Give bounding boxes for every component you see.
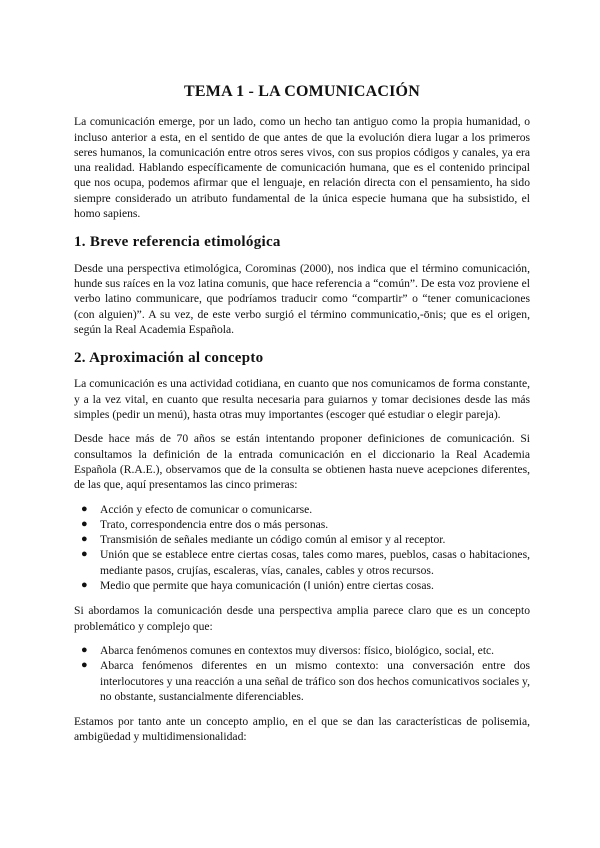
bullet-icon: ● bbox=[81, 502, 88, 515]
list-item-text: Medio que permite que haya comunicación (‖ unión) entre ciertas cosas. bbox=[100, 579, 434, 593]
section-1-heading: 1. Breve referencia etimológica bbox=[74, 234, 281, 251]
bullet-icon: ● bbox=[81, 548, 88, 561]
list-item-text: Transmisión de señales mediante un código común al emisor y al receptor. bbox=[100, 533, 446, 547]
section-2-paragraph-3: Si abordamos la comunicación desde una perspectiva amplia parece claro que es un concepto problemático y complejo que: bbox=[74, 604, 530, 633]
section-1-paragraph: Desde una perspectiva etimológica, Corominas (2000), nos indica que el término comunicación, hunde sus raíces en la voz latina comunis, que hace referencia a “común”. De esta voz proviene el verbo latino communicare, que podríamos traducir como “compartir” o “tener comunicaciones (con alguien)”. A su vez, de este verbo surgió el término communicatio,-ōnis; que es el origen, según la Real Academia Española. bbox=[74, 261, 530, 336]
list-item bbox=[81, 502, 530, 517]
list-item-text: Abarca fenómenos comunes en contextos muy diversos: físico, biológico, social, etc. bbox=[100, 643, 495, 657]
intro-paragraph: La comunicación emerge, por un lado, como un hecho tan antiguo como la propia humanidad, o incluso anterior a esta, en el sentido de que antes de que la evolución diera lugar a los primeros seres humanos, la comunicación entre otros seres vivos, con sus propios códigos y canales, ya era una realidad. Hablando específicamente de comunicación humana, que es el contenido principal que nos ocupa, podemos afirmar que el lenguaje, en relación directa con el pensamiento, ha sido siempre considerado un atributo fundamental de la única especie humana que ha subsistido, el homo sapiens. bbox=[74, 115, 530, 221]
section-2-paragraph-4: Estamos por tanto ante un concepto amplio, en el que se dan las características de polisemia, ambigüedad y multidimensionalidad: bbox=[74, 715, 530, 744]
list-item-text: Abarca fenómenos diferentes en un mismo contexto: una conversación entre dos interlocutores y una reacción a una señal de tráfico son dos hechos comunicativos sociales y, no obstante, sustancialmente diferenciables. bbox=[100, 659, 530, 703]
phenomena-list bbox=[74, 643, 530, 704]
bullet-icon: ● bbox=[81, 643, 88, 656]
bullet-icon: ● bbox=[81, 517, 88, 530]
section-2-paragraph-2: Desde hace más de 70 años se están intentando proponer definiciones de comunicación. Si consultamos la definición de la entrada comunicación en el diccionario la Real Academia Española (R.A.E.), observamos que de la consulta se obtienen hasta nueve acepciones diferentes, de las que, aquí presentamos las cinco primeras: bbox=[74, 432, 530, 492]
section-2-heading: 2. Aproximación al concepto bbox=[74, 350, 264, 367]
list-item bbox=[81, 578, 530, 593]
list-item bbox=[81, 532, 530, 547]
bullet-icon: ● bbox=[81, 659, 88, 672]
document-page bbox=[74, 84, 530, 754]
list-item-text: Acción y efecto de comunicar o comunicarse. bbox=[100, 502, 313, 516]
page-title: TEMA 1 - LA COMUNICACIÓN bbox=[184, 83, 420, 100]
list-item-text: Unión que se establece entre ciertas cosas, tales como mares, pueblos, casas o habitaciones, mediante pasos, crujías, escaleras, vías, canales, cables y otros recursos. bbox=[100, 548, 530, 577]
list-item-text: Trato, correspondencia entre dos o más personas. bbox=[100, 517, 329, 531]
list-item bbox=[81, 517, 530, 532]
list-item bbox=[81, 658, 530, 704]
bullet-icon: ● bbox=[81, 579, 88, 592]
definitions-list bbox=[74, 502, 530, 594]
bullet-icon: ● bbox=[81, 533, 88, 546]
section-2-paragraph-1: La comunicación es una actividad cotidiana, en cuanto que nos comunicamos de forma constante, y a la vez vital, en cuanto que resulta necesaria para guiarnos y tomar decisiones desde las más simples (pedir un menú), hasta otras muy importantes (escoger qué estudiar o elegir pareja). bbox=[74, 377, 530, 422]
list-item bbox=[81, 547, 530, 578]
list-item bbox=[81, 643, 530, 658]
